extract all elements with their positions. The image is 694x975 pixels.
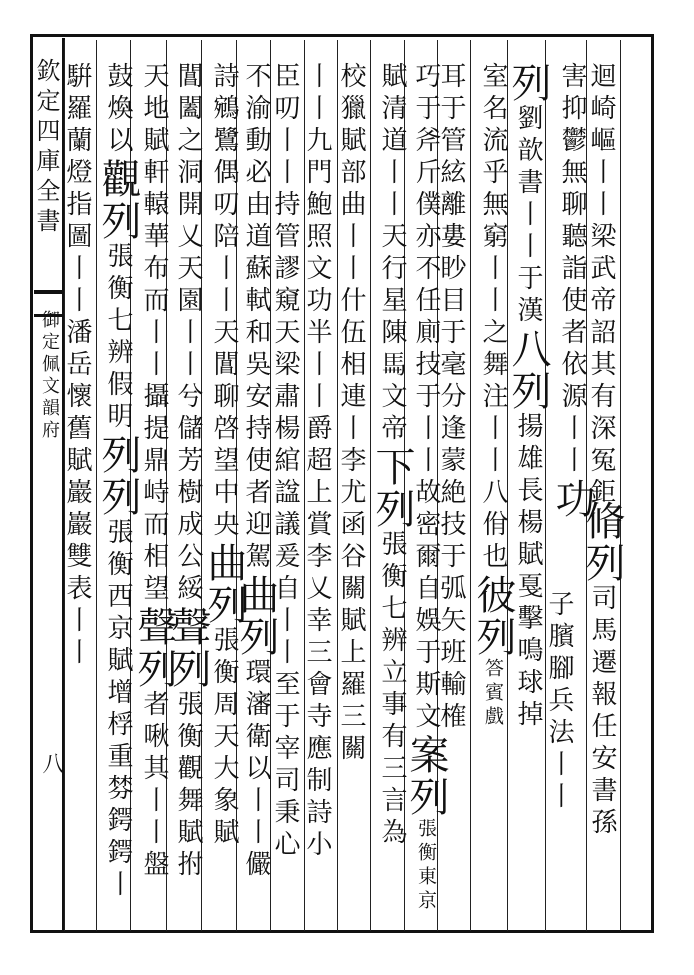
- entry-text: 騈羅: [62, 62, 92, 126]
- entry-heading: 脩列: [579, 500, 625, 584]
- text-column: [165, 62, 211, 882]
- text-column: [369, 62, 415, 850]
- entry-text: 害抑鬱無聊聽詣使者依源: [557, 62, 587, 414]
- entry-text: 丨丨: [544, 750, 574, 814]
- entry-text: 答賓戲: [482, 658, 504, 730]
- entry-text: 丨天行星陳𩡧文帝: [377, 190, 407, 446]
- entry-text: 者啾其: [139, 690, 169, 786]
- entry-text: 不渝動必由道蘇軾和吳安持使者迎駕: [241, 62, 271, 574]
- margin-work-title: 御定佩文韻府: [39, 310, 60, 442]
- entry-text: 鼓煥以: [103, 62, 133, 158]
- text-column: [546, 590, 572, 814]
- entry-text: 什伍相連: [336, 286, 366, 414]
- entry-text: 丨丨: [62, 254, 92, 318]
- text-column: [579, 500, 625, 840]
- column-rule: [470, 40, 471, 931]
- entry-text: 潘岳懷舊賦巖巖雙表: [62, 318, 92, 606]
- entry-text: 儼: [241, 850, 271, 882]
- text-column: [95, 62, 141, 902]
- text-column: [304, 62, 330, 862]
- entry-text: 丨丨: [270, 126, 300, 190]
- entry-heading: 列: [505, 62, 551, 104]
- entry-heading: 觀列: [95, 158, 141, 242]
- entry-text: 劉歆書: [513, 104, 543, 200]
- entry-text: 子臏腳兵法: [544, 590, 574, 750]
- entry-text: 故密爾自娛于斯文: [411, 478, 441, 734]
- entry-text: 丨丨: [62, 606, 92, 670]
- entry-text: 丨丨: [478, 254, 508, 318]
- entry-heading: 聲列: [165, 606, 211, 690]
- entry-text: 張衡七辨假明: [103, 242, 133, 434]
- entry-text: 丨: [377, 158, 407, 190]
- entry-heading: 列列: [95, 434, 141, 518]
- entry-text: 張衡西京賦增桴重棼鍔鍔: [103, 518, 133, 870]
- entry-text: 臣叨: [270, 62, 300, 126]
- entry-heading: 功: [549, 478, 595, 520]
- entry-text: 巧于斧斤僕亦不任廁技于: [411, 62, 441, 414]
- entry-text: 耳于管絃離婁眇目于毫分逢蒙絶技于弧矢班輸榷: [436, 62, 466, 734]
- entry-text: 迴崎嶇: [586, 62, 616, 158]
- entry-heading: 八列: [505, 328, 551, 412]
- text-column: [338, 62, 364, 766]
- entry-text: 梁武帝詔其有深冤鉅: [586, 222, 616, 510]
- entry-text: 于漢: [513, 264, 543, 328]
- entry-text: 校獵賦部曲: [336, 62, 366, 222]
- entry-text: 爵超上賞李乂幸三會寺應制詩小: [302, 414, 332, 862]
- entry-text: 丨丨: [586, 158, 616, 222]
- entry-text: 丨丨: [139, 786, 169, 850]
- entry-text: 賦清道: [377, 62, 407, 158]
- entry-heading: 下列: [369, 446, 415, 530]
- entry-text: 張衡七辨立事有三言為: [377, 530, 407, 850]
- entry-text: 蘭燈指圖: [62, 126, 92, 254]
- entry-text: 詩鵷鷺偶叨陪: [209, 62, 239, 254]
- entry-text: 丨丨: [302, 350, 332, 414]
- entry-text: 司馬遷報任安書孫: [587, 584, 617, 840]
- entry-text: 丨丨: [411, 414, 441, 478]
- entry-text: 丨丨: [241, 786, 271, 850]
- entry-text: 丨: [336, 414, 366, 446]
- entry-text: 丨丨: [270, 606, 300, 670]
- entry-text: 八佾也: [478, 478, 508, 574]
- entry-text: 丨丨: [209, 254, 239, 318]
- entry-text: 丨丨九門鮑照文功半: [302, 62, 332, 350]
- text-column: [470, 62, 516, 730]
- entry-text: 天地賦軒轅華布而: [139, 62, 169, 318]
- entry-text: 丨丨: [478, 414, 508, 478]
- entry-text: 閶闔之洞開乂天園: [173, 62, 203, 318]
- margin-book-title: 欽定四庫全書: [32, 58, 60, 238]
- entry-heading: 曲列: [233, 574, 279, 658]
- entry-text: 攝提鼎峙而相望: [139, 382, 169, 606]
- entry-text: 張衡東京: [415, 818, 437, 914]
- text-column: [64, 62, 90, 670]
- entry-text: 丨丨: [336, 222, 366, 286]
- entry-text: 持管謬窺天梁肅楊綰諡議爰自: [270, 190, 300, 606]
- entry-text: 張衡周天大象賦: [209, 626, 239, 850]
- entry-text: 之舞注: [478, 318, 508, 414]
- entry-heading: 案列: [403, 734, 449, 818]
- entry-text: 盤: [139, 850, 169, 882]
- text-column: [201, 62, 247, 850]
- entry-text: 環瀋衛以: [241, 658, 271, 786]
- entry-heading: 彼列: [470, 574, 516, 658]
- entry-text: 天閶聊啓望中央: [209, 318, 239, 542]
- entry-text: 至于宰司秉心: [270, 670, 300, 862]
- entry-heading: 聲列: [131, 606, 177, 690]
- entry-text: 丨: [103, 870, 133, 902]
- entry-text: 張衡觀舞賦拊: [173, 690, 203, 882]
- entry-text: 丨丨: [513, 200, 543, 264]
- entry-text: 丨丨: [557, 414, 587, 478]
- entry-text: 丨丨: [139, 318, 169, 382]
- entry-text: 丨丨: [173, 318, 203, 382]
- text-column: [549, 62, 595, 520]
- entry-text: 揚雄長楊賦戛擊鳴球掉: [513, 412, 543, 732]
- entry-heading: 曲列: [201, 542, 247, 626]
- page-number: 八: [39, 752, 64, 774]
- entry-text: 李尤函谷關賦上羅三關: [336, 446, 366, 766]
- entry-text: 室名流乎無窮: [478, 62, 508, 254]
- entry-text: 兮儲芳樹成公綏: [173, 382, 203, 606]
